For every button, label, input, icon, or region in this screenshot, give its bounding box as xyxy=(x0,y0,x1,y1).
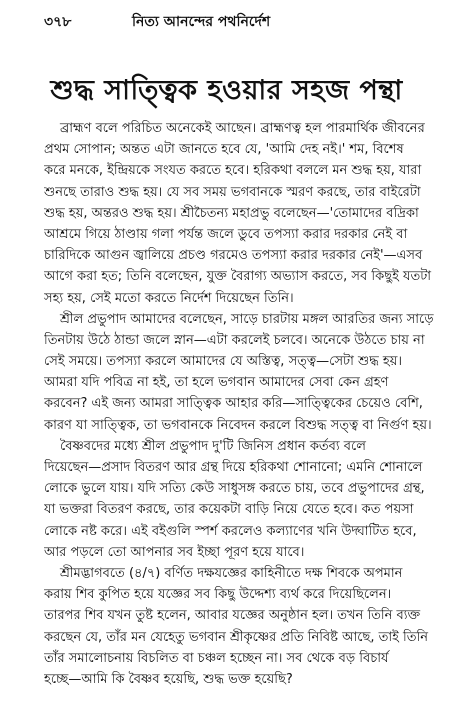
paragraph-line: সেই সময়ে। তপস্যা করলে আমাদের যে অস্তিত্ব, সত্ত্ব—সেটা শুদ্ধ হয়। xyxy=(44,354,403,370)
paragraph-line: তিনটায় উঠে ঠান্ডা জলে স্নান—এটা করলেই চলবে। অনেকে উঠতে চায় না xyxy=(44,332,425,348)
paragraph-line: শ্রীমদ্ভাগবতে (৪/৭) বর্ণিত দক্ষযজ্ঞের কাহিনীতে দক্ষ শিবকে অপমান xyxy=(60,565,403,581)
paragraph-line: লোকে নষ্ট করে। এই বইগুলি স্পর্শ করলেও কল্যাণের খনি উদ্ঘাটিত হবে, xyxy=(44,523,417,539)
body-text xyxy=(44,118,436,690)
paragraph-line: বৈষ্ণবদের মধ্যে শ্রীল প্রভুপাদ দু'টি জিনিস প্রধান কর্তব্য বলে xyxy=(60,438,366,454)
paragraph-line: আগে করা হত; তিনি বলেছেন, যুক্ত বৈরাগ্য অভ্যাস করতে, সব কিছুই যতটা xyxy=(44,269,432,285)
paragraph-line: যা ভক্তরা বিতরণ করছে, তার কয়েকটা বাড়ি নিয়ে যেতে হবে। কত পয়সা xyxy=(44,502,414,518)
paragraph-line: আমরা যদি পবিত্র না হই, তা হলে ভগবান আমাদের সেবা কেন গ্রহণ xyxy=(44,375,389,391)
paragraph-line: আশ্রমে গিয়ে ঠাণ্ডায় গলা পর্যন্ত জলে ডুবে তপস্যা করার দরকার নেই বা xyxy=(44,226,408,242)
paragraph-line: হচ্ছে—আমি কি বৈষ্ণব হয়েছি, শুদ্ধ ভক্ত হয়েছি? xyxy=(44,671,293,687)
paragraph-line: করে মনকে, ইন্দ্রিয়কে সংযত করতে হবে। হরিকথা বললে মন শুদ্ধ হয়, যারা xyxy=(44,163,422,179)
paragraph-line: শুনছে তারাও শুদ্ধ হয়। যে সব সময় ভগবানকে স্মরণ করছে, তার বাইরেটা xyxy=(44,184,421,200)
paragraph-line: কারণ যা সাত্ত্বিক, তা ভগবানকে নিবেদন করলে বিশুদ্ধ সত্ত্ব বা নির্গুণ হয়। xyxy=(44,417,432,433)
paragraph-line: ব্রাহ্মণ বলে পরিচিত অনেকেই আছেন। ব্রাহ্মণত্ব হল পারমার্থিক জীবনের xyxy=(60,121,425,136)
running-header xyxy=(44,8,433,30)
paragraph-line: দিয়েছেন—প্রসাদ বিতরণ আর গ্রন্থ দিয়ে হরিকথা শোনানো; এমনি শোনালে xyxy=(44,460,423,475)
paragraph-line: সহ্য হয়, সেই মতো করতে নির্দেশ দিয়েছেন তিনি। xyxy=(44,290,294,306)
paragraph-line: তারপর শিব যখন তুষ্ট হলেন, আবার যজ্ঞের অনুষ্ঠান হল। তখন তিনি ব্যক্ত xyxy=(44,608,421,624)
running-title: নিত্য আনন্দের পথনির্দেশ xyxy=(132,14,271,30)
paragraph-line: প্রথম সোপান; অন্তত এটা জানতে হবে যে, 'আমি দেহ নই।' শম, বিশেষ xyxy=(44,142,404,158)
paragraph-line: চারিদিকে আগুন জ্বালিয়ে প্রচণ্ড গরমেও তপস্যা করার দরকার নেই'—এসব xyxy=(44,248,423,264)
chapter-title: শুদ্ধ সাত্ত্বিক হওয়ার সহজ পন্থা xyxy=(50,75,403,106)
paragraph-line: শ্রীল প্রভুপাদ আমাদের বলেছেন, সাড়ে চারটায় মঙ্গল আরতির জন্য সাড়ে xyxy=(60,311,434,327)
paragraph-line: করায় শিব কুপিত হয়ে যজ্ঞের সব কিছু উদ্দেশ্য ব্যর্থ করে দিয়েছিলেন। xyxy=(44,587,392,603)
paragraph-line: করবেন? এই জন্য আমরা সাত্ত্বিক আহার করি—সাত্ত্বিকের চেয়েও বেশি, xyxy=(44,396,423,412)
paragraph-line: আর পড়লে তো আপনার সব ইচ্ছা পূরণ হয়ে যাবে। xyxy=(44,544,305,560)
paragraph-line: তাঁর সমালোচনায় বিচলিত বা চঞ্চল হচ্ছেন না। সব থেকে বড় বিচার্য xyxy=(44,650,389,666)
page-number: ৩৭৮ xyxy=(44,14,72,30)
paragraph-line: শুদ্ধ হয়, অন্তরও শুদ্ধ হয়। শ্রীচৈতন্য মহাপ্রভু বলেছেন—'তোমাদের বদ্রিকা xyxy=(44,205,419,221)
paragraph-line: করছেন যে, তাঁর মন যেহেতু ভগবান শ্রীকৃষ্ণের প্রতি নিবিষ্ট আছে, তাই তিনি xyxy=(44,629,428,645)
paragraph-line: লোকে ভুলে যায়। যদি সত্যি কেউ সাধুসঙ্গ করতে চায়, তবে প্রভুপাদের গ্রন্থ, xyxy=(44,481,425,497)
